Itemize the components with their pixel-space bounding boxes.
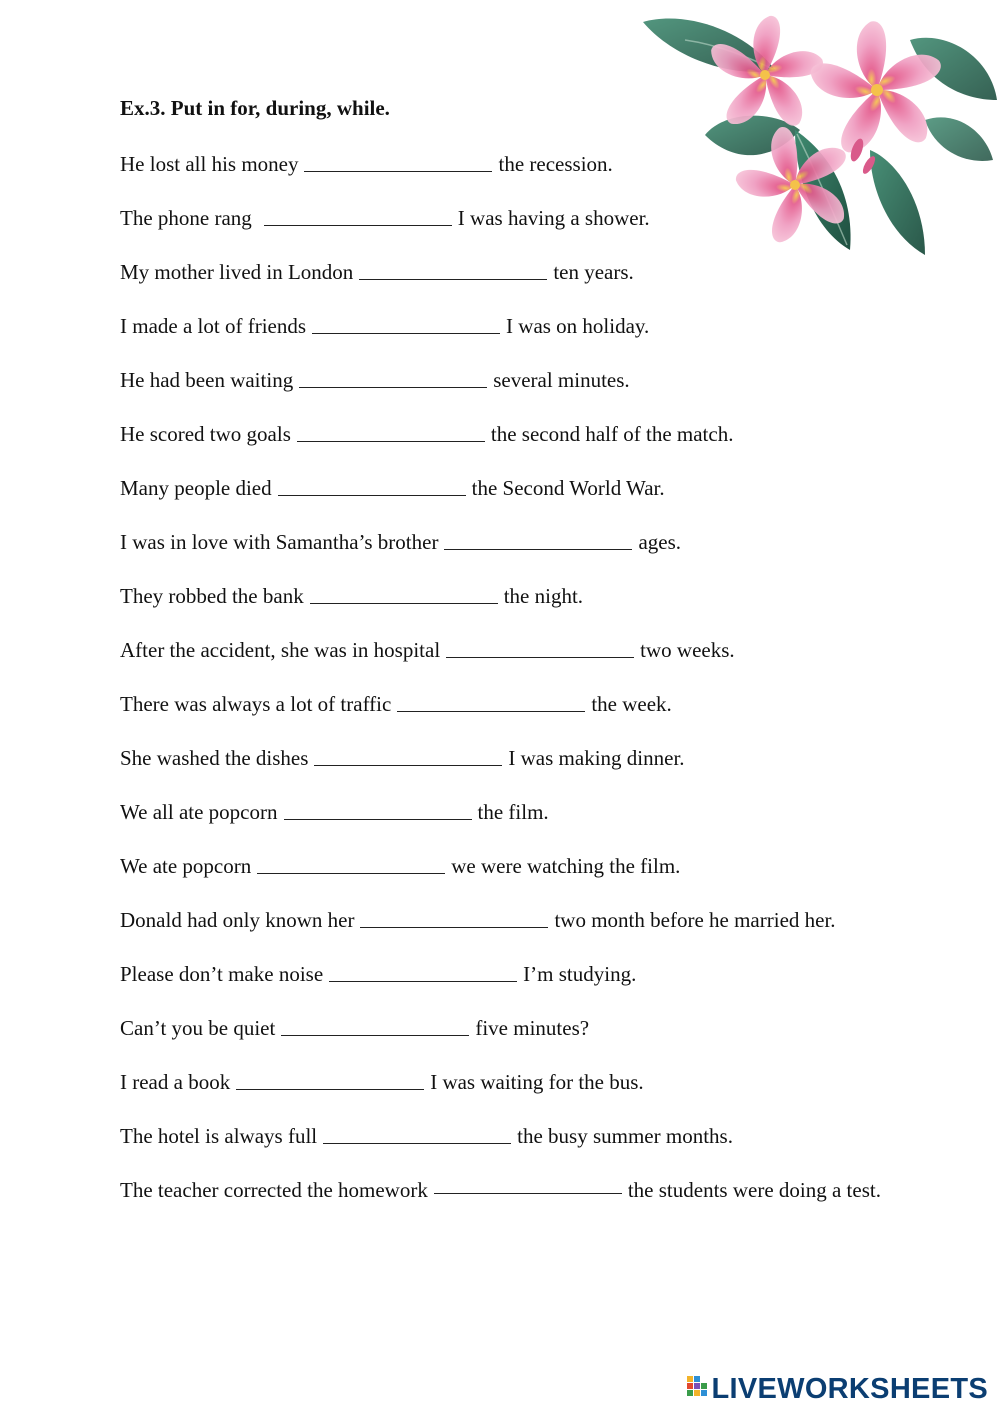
answer-blank-15[interactable] (360, 906, 548, 928)
sentence-text-after: the Second World War. (471, 476, 665, 500)
sentence-text-after: two weeks. (640, 638, 735, 662)
sentence-text-before: The teacher corrected the homework (120, 1178, 428, 1202)
exercise-sentence-15 (120, 904, 920, 958)
sentence-text-after: ages. (638, 530, 682, 554)
exercise-sentence-18 (120, 1066, 920, 1120)
sentence-text-after: we were watching the film. (451, 854, 681, 878)
sentence-text-after: I was waiting for the bus. (430, 1070, 644, 1094)
sentence-text-after: the second half of the match. (490, 422, 734, 446)
answer-blank-12[interactable] (314, 744, 502, 766)
answer-blank-5[interactable] (299, 366, 487, 388)
exercise-sentence-19 (120, 1120, 920, 1174)
liveworksheets-brand: LIVEWORKSHEETS (711, 1373, 988, 1405)
answer-blank-7[interactable] (278, 474, 466, 496)
exercise-sentence-14 (120, 850, 920, 904)
answer-blank-3[interactable] (359, 258, 547, 280)
sentence-text-before: They robbed the bank (120, 584, 304, 608)
sentence-text-before: The hotel is always full (120, 1124, 318, 1148)
sentence-text-before: We ate popcorn (120, 854, 252, 878)
sentence-text-before: My mother lived in London (120, 260, 354, 284)
answer-blank-2[interactable] (264, 204, 452, 226)
sentence-text-before: Donald had only known her (120, 908, 355, 932)
exercise-sentence-12 (120, 742, 920, 796)
answer-blank-10[interactable] (446, 636, 634, 658)
sentence-text-before: I read a book (120, 1070, 231, 1094)
sentence-text-after: the night. (503, 584, 584, 608)
sentence-text-after: I was having a shower. (457, 206, 650, 230)
sentence-text-after: two month before he married her. (554, 908, 836, 932)
answer-blank-18[interactable] (236, 1068, 424, 1090)
sentence-text-after: the week. (591, 692, 672, 716)
sentence-text-after: the film. (477, 800, 549, 824)
exercise-sentence-10 (120, 634, 920, 688)
exercise-sentence-6 (120, 418, 920, 472)
exercise-sentence-16 (120, 958, 920, 1012)
answer-blank-1[interactable] (304, 150, 492, 172)
liveworksheets-logo (687, 1372, 989, 1406)
sentence-text-after: the students were doing a test. (627, 1178, 881, 1202)
sentence-text-before: He scored two goals (120, 422, 291, 446)
sentence-text-before: I was in love with Samantha’s brother (120, 530, 439, 554)
exercise-sentence-2 (120, 202, 920, 256)
sentence-text-after: five minutes? (475, 1016, 590, 1040)
sentence-text-before: Many people died (120, 476, 272, 500)
answer-blank-13[interactable] (284, 798, 472, 820)
answer-blank-6[interactable] (297, 420, 485, 442)
answer-blank-14[interactable] (257, 852, 445, 874)
exercise-list (120, 148, 920, 1210)
answer-blank-20[interactable] (434, 1172, 622, 1194)
sentence-text-after: the busy summer months. (517, 1124, 733, 1148)
answer-blank-17[interactable] (281, 1014, 469, 1036)
exercise-sentence-20 (120, 1170, 920, 1210)
answer-blank-11[interactable] (397, 690, 585, 712)
exercise-sentence-5 (120, 364, 920, 418)
exercise-sentence-17 (120, 1012, 920, 1066)
exercise-sentence-9 (120, 580, 920, 634)
exercise-title: Ex.3. Put in for, during, while. (120, 96, 390, 120)
answer-blank-8[interactable] (444, 528, 632, 550)
answer-blank-9[interactable] (310, 582, 498, 604)
sentence-text-after: I’m studying. (523, 962, 637, 986)
sentence-text-before: The phone rang (120, 206, 252, 230)
answer-blank-19[interactable] (323, 1122, 511, 1144)
exercise-sentence-11 (120, 688, 920, 742)
sentence-text-before: She washed the dishes (120, 746, 309, 770)
exercise-sentence-13 (120, 796, 920, 850)
sentence-text-before: Please don’t make noise (120, 962, 324, 986)
sentence-text-before: We all ate popcorn (120, 800, 278, 824)
sentence-text-before: He lost all his money (120, 152, 299, 176)
sentence-text-after: I was on holiday. (506, 314, 650, 338)
sentence-text-before: Can’t you be quiet (120, 1016, 276, 1040)
exercise-sentence-3 (120, 256, 920, 310)
exercise-sentence-7 (120, 472, 920, 526)
sentence-text-after: several minutes. (493, 368, 630, 392)
sentence-text-after: ten years. (553, 260, 634, 284)
sentence-text-after: I was making dinner. (508, 746, 685, 770)
liveworksheets-logo-icon (687, 1376, 709, 1402)
answer-blank-4[interactable] (312, 312, 500, 334)
sentence-text-before: He had been waiting (120, 368, 294, 392)
exercise-sentence-8 (120, 526, 920, 580)
exercise-sentence-1 (120, 148, 920, 202)
sentence-text-before: There was always a lot of traffic (120, 692, 392, 716)
sentence-text-before: I made a lot of friends (120, 314, 307, 338)
sentence-text-after: the recession. (498, 152, 613, 176)
sentence-text-before: After the accident, she was in hospital (120, 638, 441, 662)
answer-blank-16[interactable] (329, 960, 517, 982)
exercise-sentence-4 (120, 310, 920, 364)
